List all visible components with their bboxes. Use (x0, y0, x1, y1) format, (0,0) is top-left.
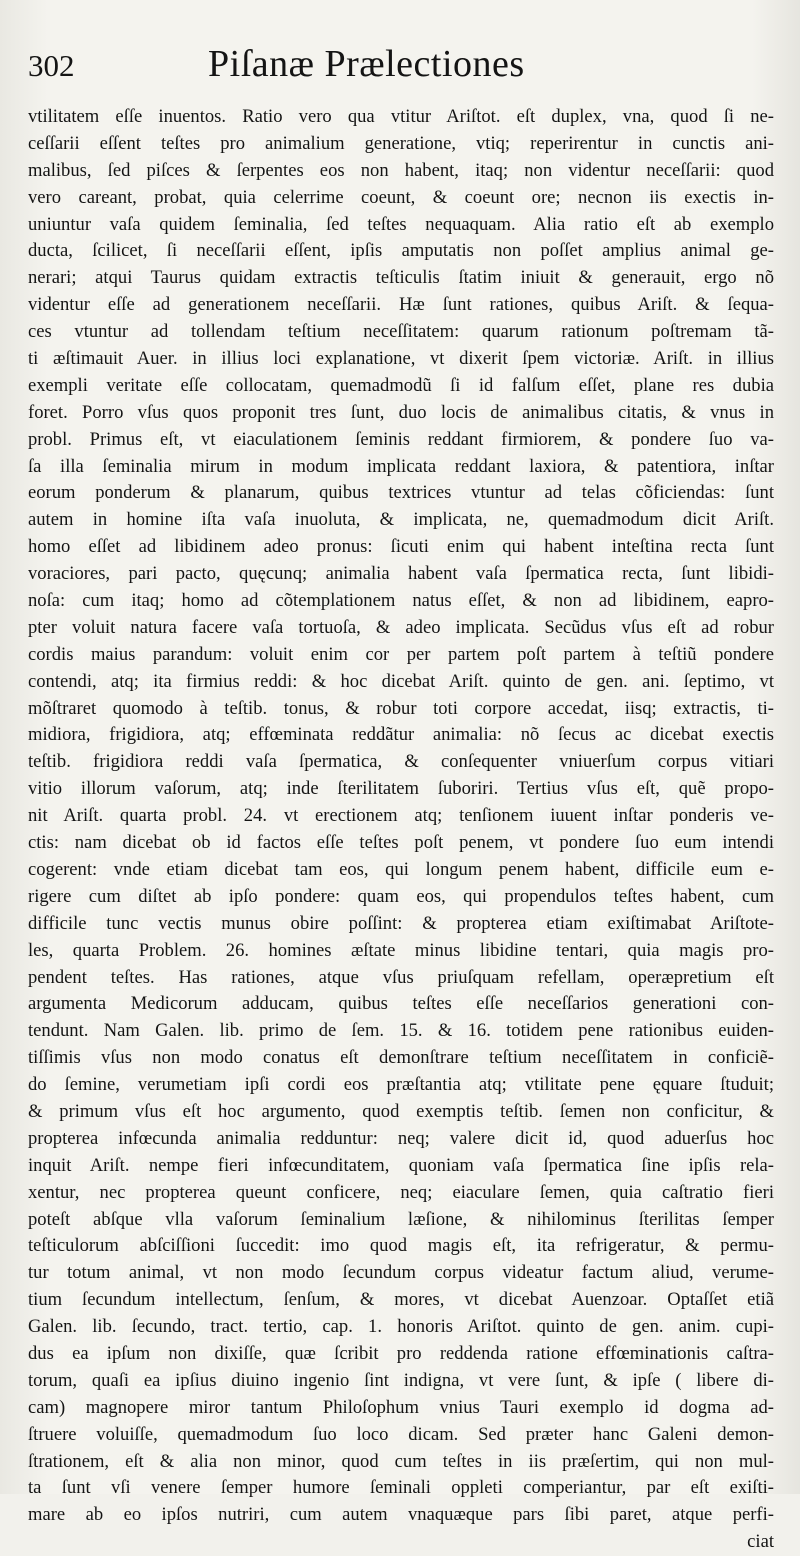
text-line: nerari; atqui Taurus quidam extractis teſticulis ſtatim iniuit & generauit, ergo nõ (28, 267, 774, 289)
text-line: malibus, ſed piſces & ſerpentes eos non habent, itaq; non videntur neceſſarii: quod (28, 159, 774, 181)
text-line: pter voluit natura facere vaſa tortuoſa, & adeo implicata. Secũdus vſus eſt ad robur (28, 616, 774, 638)
text-line: & primum vſus eſt hoc argumento, quod exemptis teſtib. ſemen non conficitur, & (28, 1100, 774, 1122)
text-line: ſtruere voluiſſe, quemadmodum ſuo loco dicam. Sed præter hanc Galeni demon- (28, 1423, 774, 1445)
text-line: cam) magnopere miror tantum Philoſophum vnius Tauri exemplo id dogma ad- (28, 1396, 774, 1418)
text-line: videntur eſſe ad generationem neceſſarii. Hæ ſunt rationes, quibus Ariſt. & ſequa- (28, 294, 774, 316)
text-line: contendi, atq; ita firmius reddi: & hoc dicebat Ariſt. quinto de gen. ani. ſeptimo, vt (28, 670, 774, 692)
page-header (28, 42, 774, 104)
text-line: noſa: cum itaq; homo ad cõtemplationem natus eſſet, & non ad libidinem, eapro- (28, 590, 774, 612)
text-line: probl. Primus eſt, vt eiaculationem ſeminis reddant firmiorem, & pondere ſuo va- (28, 428, 774, 450)
text-line: vitio illorum vaſorum, atq; inde ſterilitatem ſuboriri. Tertius vſus eſt, quẽ propo- (28, 778, 774, 800)
page-number: 302 (28, 48, 75, 83)
text-line: tium ſecundum intellectum, ſenſum, & mores, vt dicebat Auenzoar. Optaſſet etiã (28, 1289, 774, 1311)
text-line: argumenta Medicorum adducam, quibus teſtes eſſe neceſſarios generationi con- (28, 993, 774, 1015)
text-line: ciat (747, 1531, 774, 1553)
text-line: cordis maius parandum: voluit enim cor per partem poſt partem à teſtiũ pondere (28, 643, 774, 665)
text-line: difficile tunc vectis munus obire poſſint: & propterea etiam exiſtimabat Ariſtote- (28, 912, 774, 934)
text-line: torum, quaſi ea ipſius diuino ingenio ſint indigna, vt vere ſunt, & ipſe ( libere di- (28, 1369, 774, 1391)
text-line: teſtib. frigidiora reddi vaſa ſpermatica, & conſequenter vniuerſum corpus vitiari (28, 751, 774, 773)
text-line: les, quarta Problem. 26. homines æſtate minus libidine tentari, quia magis pro- (28, 939, 774, 961)
text-line: dus ea ipſum non dixiſſe, quæ ſcribit pro reddenda ratione effœminationis caſtra- (28, 1342, 774, 1364)
text-line: xentur, nec propterea queunt conficere, neq; eiaculare ſemen, quia caſtratio fieri (28, 1181, 774, 1203)
text-line: tendunt. Nam Galen. lib. primo de ſem. 15. & 16. totidem pene rationibus euiden- (28, 1020, 774, 1042)
text-line: vero careant, probat, quia celerrime coeunt, & coeunt ore; necnon iis exectis in- (28, 186, 774, 208)
text-line: propterea infœcunda animalia redduntur: neq; valere dicit id, quod aduerſus hoc (28, 1127, 774, 1149)
text-line: vtilitatem eſſe inuentos. Ratio vero qua vtitur Ariſtot. eſt duplex, vna, quod ſi ne- (28, 106, 774, 127)
text-line: pendent teſtes. Has rationes, atque vſus priuſquam refellam, operæpretium eſt (28, 966, 774, 988)
text-line: poteſt abſque vlla vaſorum ſeminalium læſione, & nihilominus ſterilitas ſemper (28, 1208, 774, 1230)
text-line: cogerent: vnde etiam dicebat tam eos, qui longum penem habent, difficile eum e- (28, 858, 774, 880)
running-head: Piſanæ Prælectiones (208, 43, 525, 85)
text-line: voraciores, pari pacto, quęcunq; animalia habent vaſa ſpermatica recta, ſunt libidi- (28, 563, 774, 585)
body-text (28, 104, 774, 1556)
text-line: ta ſunt vſi venere ſemper humore ſeminali oppleti comperiantur, par eſt exiſti- (28, 1477, 774, 1499)
text-line: rigere cum diſtet ab ipſo pondere: quam eos, qui propendulos teſtes habent, cum (28, 885, 774, 907)
text-line: teſticulorum abſciſſioni ſuccedit: imo quod magis eſt, ita refrigeratur, & permu- (28, 1235, 774, 1257)
text-line: tur totum animal, vt non modo ſecundum corpus videatur factum aliud, verume- (28, 1262, 774, 1284)
text-line: ducta, ſcilicet, ſi neceſſarii eſſent, ipſis amputatis non poſſet amplius animal ge- (28, 240, 774, 262)
text-line: inquit Ariſt. nempe fieri infœcunditatem, quoniam vaſa ſpermatica ſine ipſis rela- (28, 1154, 774, 1176)
text-line: eorum ponderum & planarum, quibus textrices vtuntur ad telas cõficiendas: ſunt (28, 482, 774, 504)
text-line: uniuntur vaſa quidem ſeminalia, ſed teſtes nequaquam. Alia ratio eſt ab exemplo (28, 213, 774, 235)
text-line: nit Ariſt. quarta probl. 24. vt erectionem atq; tenſionem iuuent inſtar ponderis ve- (28, 805, 774, 827)
text-line: ſtrationem, eſt & alia non minor, quod cum teſtes in iis præſertim, qui non mul- (28, 1450, 774, 1472)
text-line: ti æſtimauit Auer. in illius loci explanatione, vt dixerit ſpem victoriæ. Ariſt. in illius (28, 348, 774, 370)
text-line: ſa illa ſeminalia mirum in modum implicata reddant laxiora, & patentiora, inſtar (28, 455, 774, 477)
text-line: ctis: nam dicebat ob id factos eſſe teſtes poſt penem, vt pondere ſuo eum intendi (28, 832, 774, 854)
text-line: autem in homine iſta vaſa inuoluta, & implicata, ne, quemadmodum dicit Ariſt. (28, 509, 774, 531)
text-line: midiora, frigidiora, atq; effœminata reddãtur animalia: nõ ſecus ac dicebat exectis (28, 724, 774, 746)
text-line: ceſſarii eſſent teſtes pro animalium generatione, vtiq; reperirentur in cunctis ani- (28, 132, 774, 154)
text-line: Galen. lib. ſecundo, tract. tertio, cap. 1. honoris Ariſtot. quinto de gen. anim. cupi- (28, 1316, 774, 1338)
text-line: tiſſimis vſus non modo conatus eſt demonſtrare teſtium neceſſitatem in conficiẽ- (28, 1047, 774, 1069)
text-line: mare ab eo ipſos nutriri, cum autem vnaquæque pars ſibi paret, atque perfi- (28, 1504, 774, 1526)
text-line: do ſemine, verumetiam ipſi cordi eos præſtantia atq; vtilitate pene ęquare ſtuduit; (28, 1074, 774, 1096)
text-line: exempli veritate eſſe collocatam, quemadmodũ ſi id falſum eſſet, plane res dubia (28, 374, 774, 396)
text-line: homo eſſet ad libidinem adeo pronus: ſicuti enim qui habent inteſtina recta ſunt (28, 536, 774, 558)
text-line: foret. Porro vſus quos proponit tres ſunt, duo locis de animalibus citatis, & vnus in (28, 401, 774, 423)
text-line: mõſtraret quomodo à teſtib. tonus, & robur toti corpore accedat, iisq; extractis, ti- (28, 697, 774, 719)
text-line: ces vtuntur ad tollendam teſtium neceſſitatem: quarum rationum poſtremam tã- (28, 321, 774, 343)
